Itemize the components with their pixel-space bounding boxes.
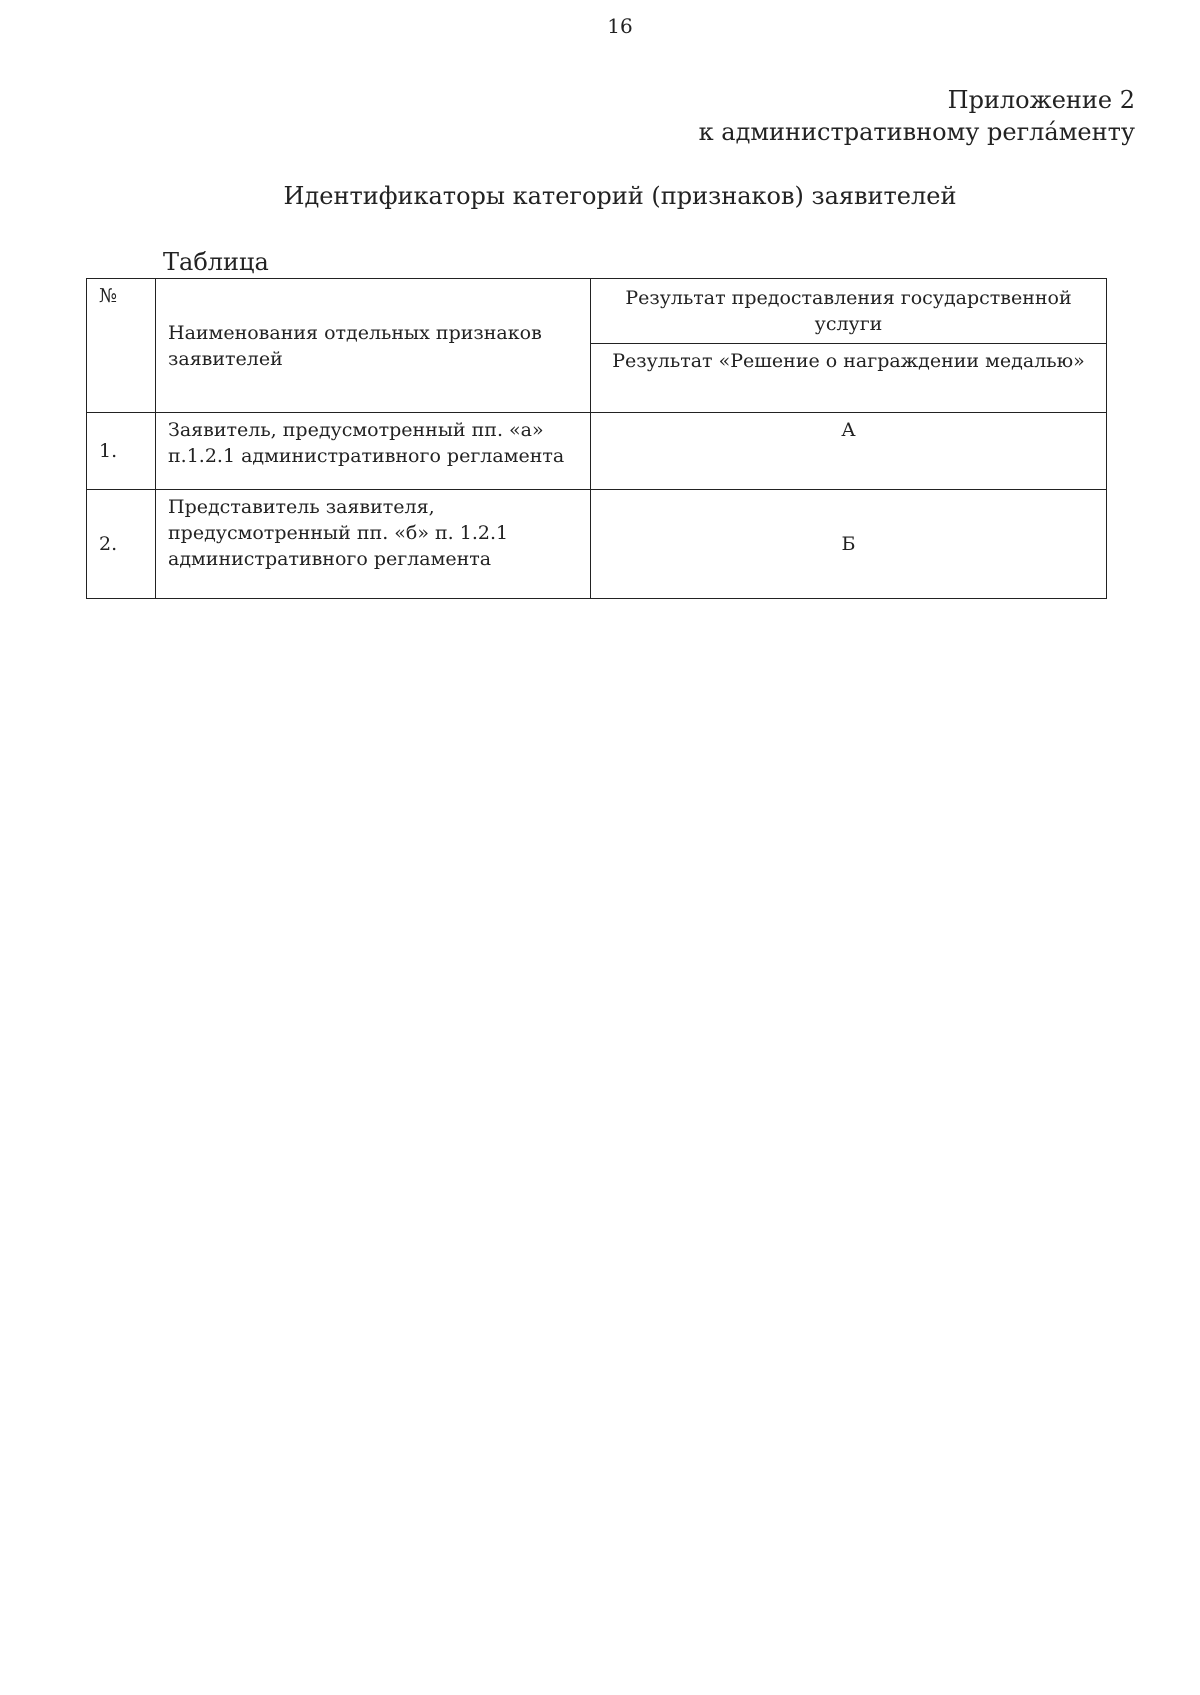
- row-number: 2.: [87, 490, 156, 599]
- table-caption: Таблица: [163, 248, 269, 276]
- appendix-line-2: к административному регла́менту: [698, 118, 1135, 146]
- table-row: [87, 413, 1107, 490]
- header-number: №: [87, 279, 156, 413]
- row-name: Заявитель, предусмотренный пп. «а» п.1.2.1 административного регламента: [156, 413, 591, 490]
- header-result-group: Результат предоставления государственной услуги: [591, 279, 1107, 344]
- header-result-sub: Результат «Решение о награждении медалью»: [591, 344, 1107, 413]
- row-value: Б: [591, 490, 1107, 599]
- document-title: Идентификаторы категорий (признаков) заявителей: [283, 182, 957, 210]
- applicant-categories-table: [86, 278, 1107, 599]
- appendix-line-1: Приложение 2: [947, 86, 1135, 114]
- appendix-label: [699, 84, 1135, 148]
- row-number: 1.: [87, 413, 156, 490]
- header-name: Наименования отдельных признаков заявителей: [156, 279, 591, 413]
- table-row: [87, 490, 1107, 599]
- table-header-row: [87, 279, 1107, 344]
- row-name: Представитель заявителя, предусмотренный пп. «б» п. 1.2.1 административного регламента: [156, 490, 591, 599]
- row-value: А: [591, 413, 1107, 490]
- page-number: 16: [607, 14, 633, 38]
